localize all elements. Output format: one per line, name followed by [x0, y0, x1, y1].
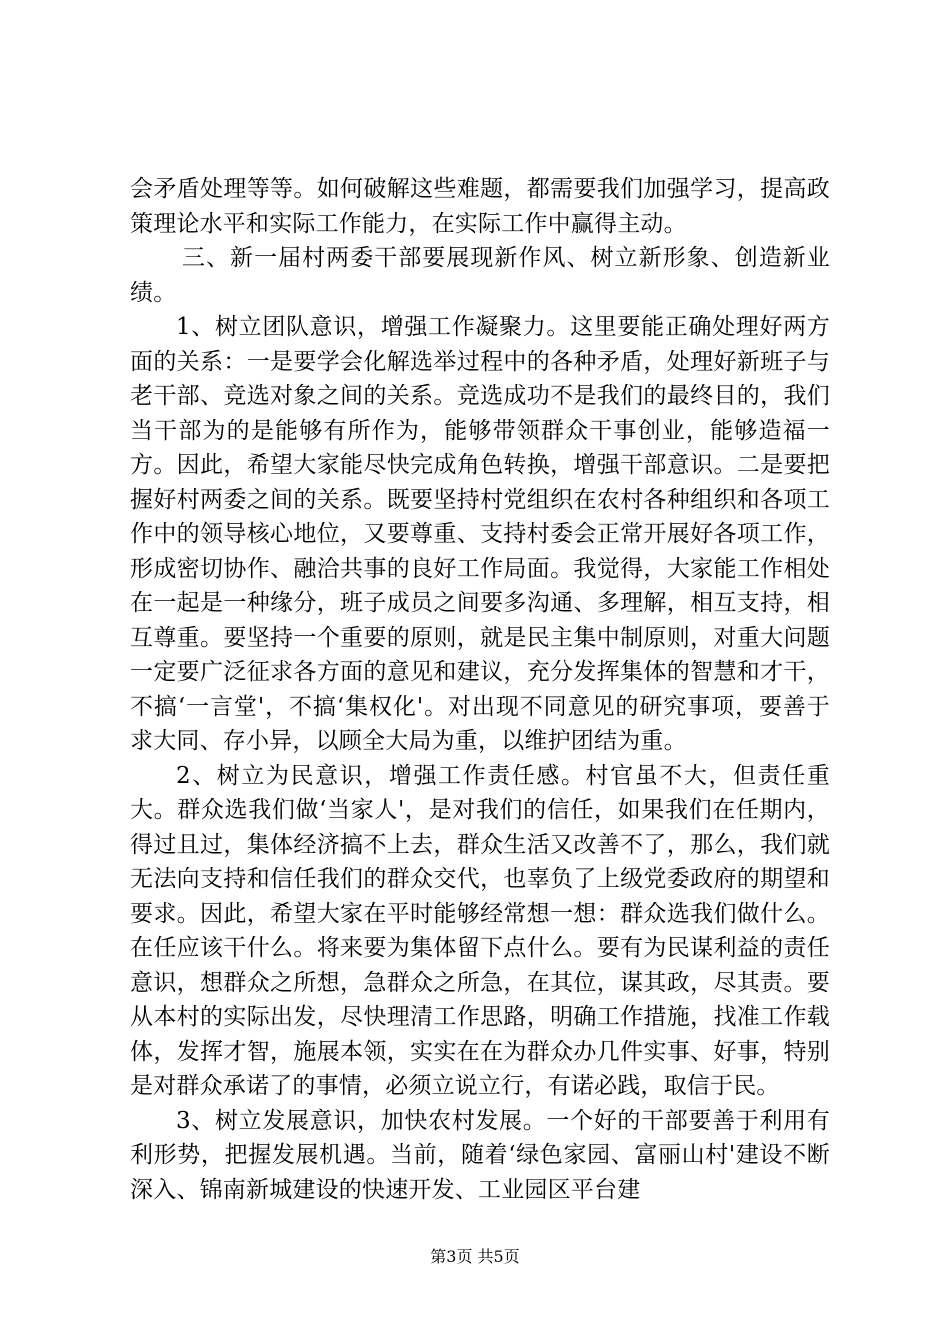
paragraph-section-three-heading: 三、新一届村两委干部要展现新作风、树立新形象、创造新业绩。 — [130, 245, 830, 306]
paragraph-people-awareness: 2、树立为民意识，增强工作责任感。村官虽不大，但责任重大。群众选我们做‘当家人'，是对我们的信任，如果我们在任期内，得过且过，集体经济搞不上去，群众生活又改善不了，那么，我们就无法向支持和信任我们的群众交代，也辜负了上级党委政府的期望和要求。因此，希望大家在平时能够经常想一想：群众选我们做什么。在任应该干什么。将来要为集体留下点什么。要有为民谋利益的责任意识，想群众之所想，急群众之所急，在其位，谋其政，尽其责。要从本村的实际出发，尽快理清工作思路，明确工作措施，找准工作载体，发挥才智，施展本领，实实在在为群众办几件实事、好事，特别是对群众承诺了的事情，必须立说立行，有诺必践，取信于民。 — [130, 762, 830, 1099]
document-body — [130, 172, 830, 1207]
paragraph-team-awareness: 1、树立团队意识，增强工作凝聚力。这里要能正确处理好两方面的关系：一是要学会化解选举过程中的各种矛盾，处理好新班子与老干部、竞选对象之间的关系。竞选成功不是我们的最终目的，我们当干部为的是能够有所作为，能够带领群众干事创业，能够造福一方。因此，希望大家能尽快完成角色转换，增强干部意识。二是要把握好村两委之间的关系。既要坚持村党组织在农村各种组织和各项工作中的领导核心地位，又要尊重、支持村委会正常开展好各项工作，形成密切协作、融洽共事的良好工作局面。我觉得，大家能工作相处在一起是一种缘分，班子成员之间要多沟通、多理解，相互支持，相互尊重。要坚持一个重要的原则，就是民主集中制原则，对重大问题一定要广泛征求各方面的意见和建议，充分发挥集体的智慧和才干，不搞‘一言堂'，不搞‘集权化'。对出现不同意见的研究事项，要善于求大同、存小异，以顾全大局为重，以维护团结为重。 — [130, 314, 830, 754]
paragraph-development-awareness: 3、树立发展意识，加快农村发展。一个好的干部要善于利用有利形势，把握发展机遇。当前，随着‘绿色家园、富丽山村'建设不断深入、锦南新城建设的快速开发、工业园区平台建 — [130, 1107, 830, 1203]
page-footer: 第3页 共5页 — [430, 1247, 520, 1266]
paragraph-continuation: 会矛盾处理等等。如何破解这些难题，都需要我们加强学习，提高政策理论水平和实际工作能力，在实际工作中赢得主动。 — [130, 176, 830, 237]
